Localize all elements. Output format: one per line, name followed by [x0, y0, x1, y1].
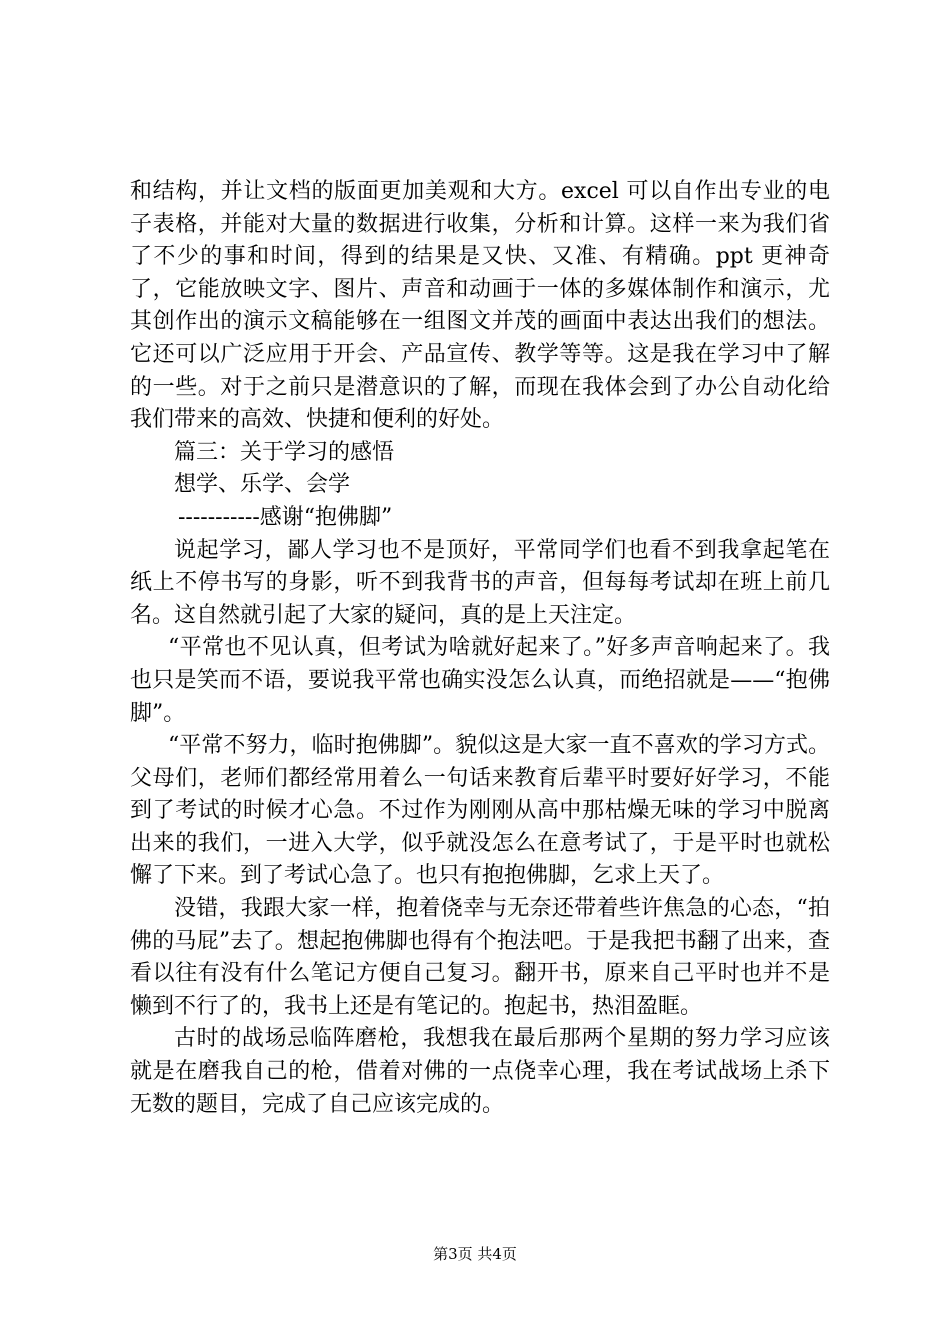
paragraph: 说起学习，鄙人学习也不是顶好，平常同学们也看不到我拿起笔在纸上不停书写的身影，听不到我背书的声音，但每每考试却在班上前几名。这自然就引起了大家的疑问，真的是上天注定。 — [130, 537, 830, 628]
section-heading: 篇三：关于学习的感悟 — [174, 439, 395, 465]
section-subtitle: -----------感谢“抱佛脚” — [178, 504, 393, 530]
document-body — [130, 176, 830, 1121]
section-title: 想学、乐学、会学 — [174, 472, 351, 498]
page-number-footer: 第3页 共4页 — [433, 1245, 517, 1263]
paragraph: “平常不努力，临时抱佛脚”。貌似这是大家一直不喜欢的学习方式。父母们，老师们都经常用着么一句话来教育后辈平时要好好学习，不能到了考试的时候才心急。不过作为刚刚从高中那枯燥无味的学习中脱离出来的我们，一进入大学，似乎就没怎么在意考试了，于是平时也就松懈了下来。到了考试心急了。也只有抱抱佛脚，乞求上天了。 — [130, 733, 830, 889]
paragraph: 没错，我跟大家一样，抱着侥幸与无奈还带着些许焦急的心态，“拍佛的马屁”去了。想起抱佛脚也得有个抱法吧。于是我把书翻了出来，查看以往有没有什么笔记方便自己复习。翻开书，原来自己平时也并不是懒到不行了的，我书上还是有笔记的。抱起书，热泪盈眶。 — [130, 896, 830, 1019]
paragraph: “平常也不见认真，但考试为啥就好起来了。”好多声音响起来了。我也只是笑而不语，要说我平常也确实没怎么认真，而绝招就是——“抱佛脚”。 — [130, 635, 830, 726]
paragraph-continued: 和结构，并让文档的版面更加美观和大方。excel 可以自作出专业的电子表格，并能对大量的数据进行收集，分析和计算。这样一来为我们省了不少的事和时间，得到的结果是又快、又准、有精确。ppt 更神奇了，它能放映文字、图片、声音和动画于一体的多媒体制作和演示，尤其创作出的演示文稿能够在一组图文并茂的画面中表达出我们的想法。它还可以广泛应用于开会、产品宣传、教学等等。这是我在学习中了解的一些。对于之前只是潜意识的了解，而现在我体会到了办公自动化给我们带来的高效、快捷和便利的好处。 — [130, 179, 830, 433]
paragraph: 古时的战场忌临阵磨枪，我想我在最后那两个星期的努力学习应该就是在磨我自己的枪，借着对佛的一点侥幸心理，我在考试战场上杀下无数的题目，完成了自己应该完成的。 — [130, 1026, 830, 1117]
